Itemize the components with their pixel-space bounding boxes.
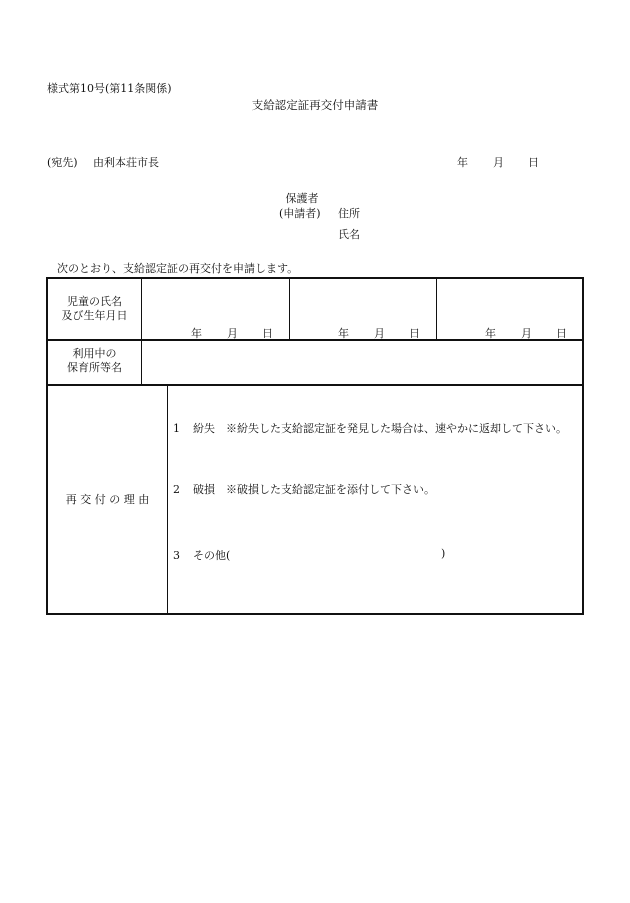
facility-label-line1: 利用中の [72,347,117,360]
child-2-year: 年 [338,327,349,340]
row-divider [46,339,584,341]
facility-label-line2: 保育所等名 [67,361,122,374]
date-day-label: 日 [528,156,539,169]
reason-number: 2 [173,483,180,496]
row-divider [46,384,584,386]
child-label-line1: 児童の氏名 [67,295,122,308]
reason-label: 再 交 付 の 理 由 [65,493,150,506]
guardian-label: 保護者 [285,192,319,205]
child-2-month: 月 [374,327,385,340]
table-border-top [46,277,584,279]
column-divider [141,277,142,385]
child-3-day: 日 [556,327,567,340]
reason-number: 3 [173,549,180,562]
reason-item-other [173,547,230,563]
addressee-name: 由利本荘市長 [93,156,159,169]
intro-text: 次のとおり、支給認定証の再交付を申請します。 [57,262,299,275]
application-table [46,277,584,615]
reason-item-damaged [173,481,435,497]
child-3-month: 月 [521,327,532,340]
reason-number: 1 [173,422,180,435]
child-label-line2: 及び生年月日 [61,309,128,322]
table-border-bottom [46,613,584,615]
name-label: 氏名 [338,228,360,241]
child-2-day: 日 [409,327,420,340]
reason-text: 紛失 ※紛失した支給認定証を発見した場合は、速やかに返却して下さい。 [193,422,567,435]
column-divider [167,385,168,614]
applicant-label: (申請者) [279,207,321,220]
facility-label [48,347,141,375]
child-name-label [48,295,141,323]
addressee-prefix: (宛先) [47,156,78,169]
address-label: 住所 [338,207,360,220]
column-divider [436,277,437,340]
table-border-left [46,277,48,615]
child-3-year: 年 [485,327,496,340]
child-1-year: 年 [191,327,202,340]
column-divider [289,277,290,340]
date-year-label: 年 [457,156,468,169]
form-number: 様式第10号(第11条関係) [47,82,172,95]
date-month-label: 月 [493,156,504,169]
other-close-paren: ) [441,547,446,560]
child-1-month: 月 [227,327,238,340]
reason-text: その他( [193,549,231,562]
table-border-right [582,277,584,615]
reason-item-lost [173,420,567,436]
reason-text: 破損 ※破損した支給認定証を添付して下さい。 [193,483,435,496]
document-title: 支給認定証再交付申請書 [251,98,379,112]
child-1-day: 日 [262,327,273,340]
